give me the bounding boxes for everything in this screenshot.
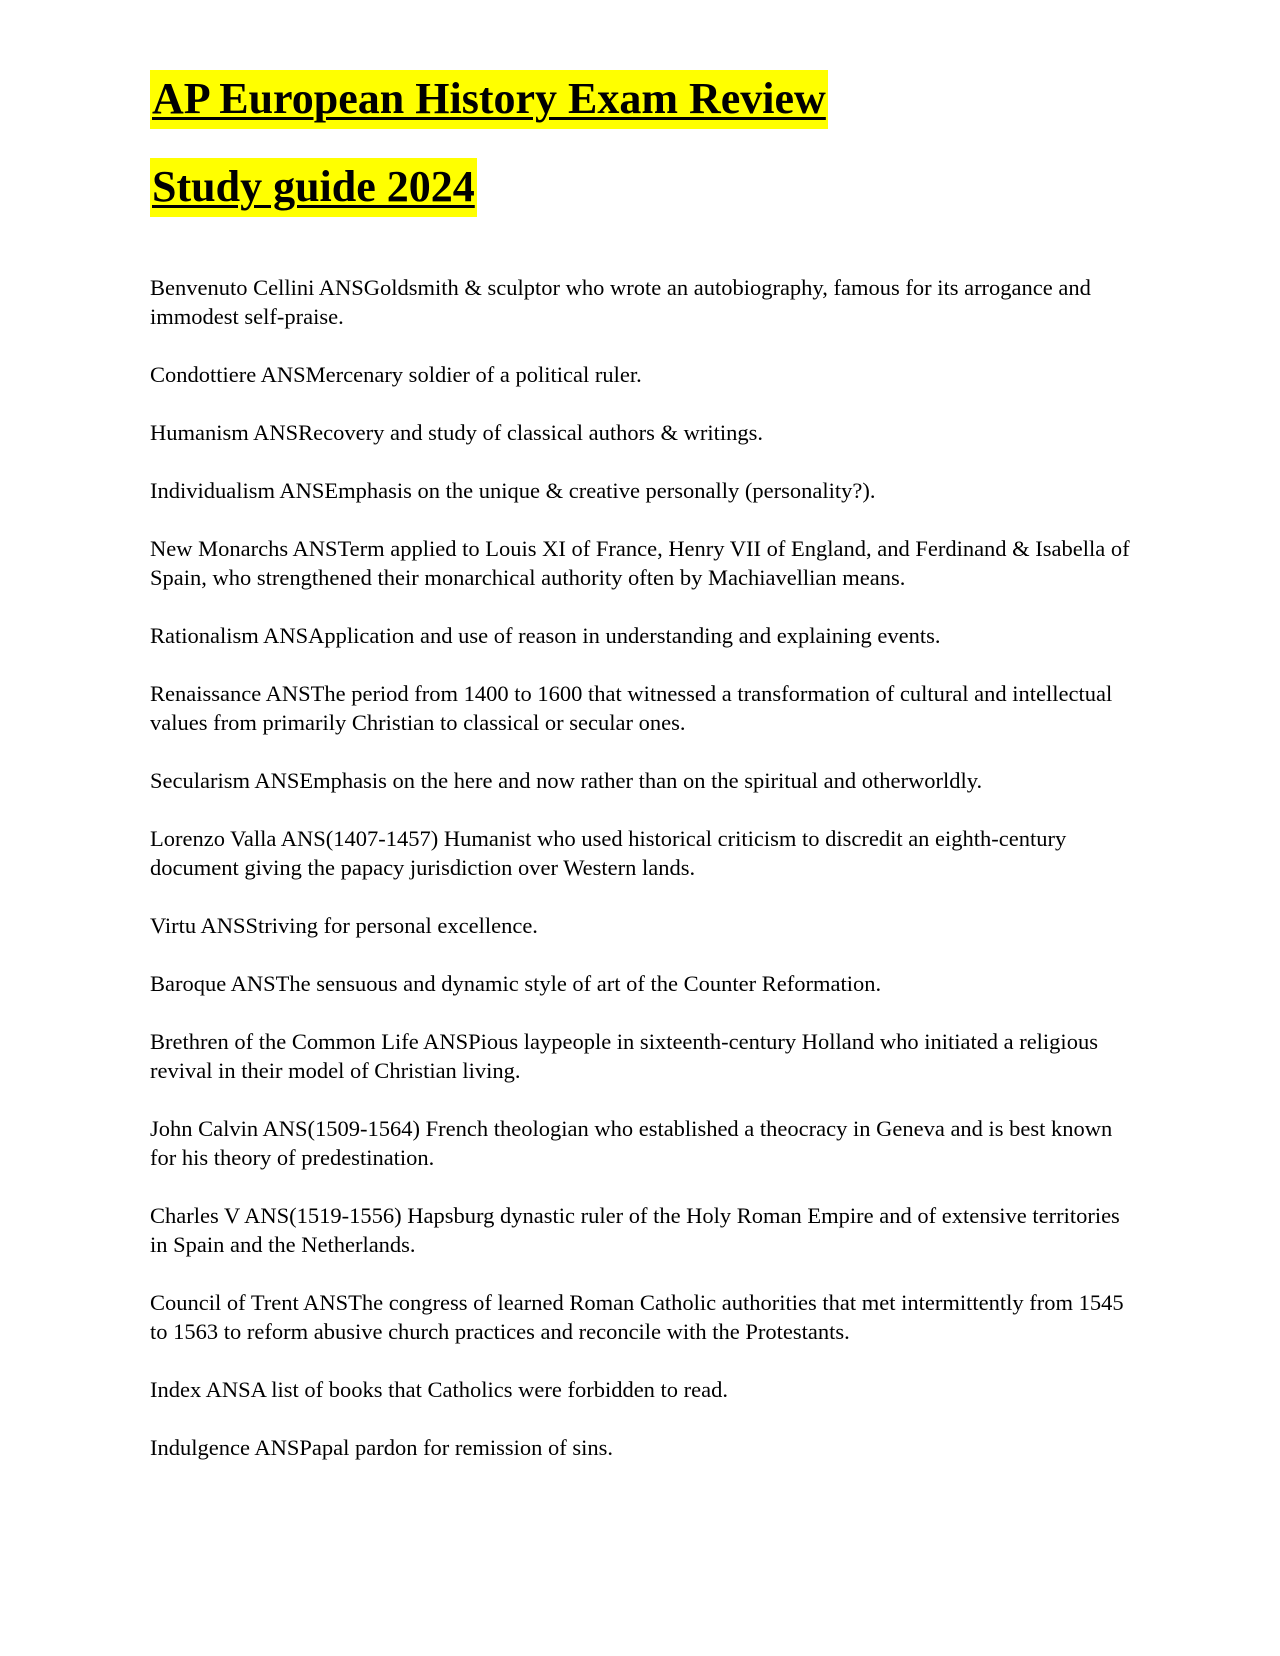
- entry-new-monarchs: New Monarchs ANSTerm applied to Louis XI of France, Henry VII of England, and Ferdinand & Isabella of Spain, who strengthened their monarchical authority often by Machiavellian means.: [150, 536, 1130, 590]
- entry-brethren-common-life: Brethren of the Common Life ANSPious laypeople in sixteenth-century Holland who initiated a religious revival in their model of Christian living.: [150, 1029, 1098, 1083]
- entry-baroque: Baroque ANSThe sensuous and dynamic style of art of the Counter Reformation.: [150, 971, 882, 996]
- entry-john-calvin: John Calvin ANS(1509-1564) French theologian who established a theocracy in Geneva and is best known for his theory of predestination.: [150, 1116, 1113, 1170]
- entry-benvenuto-cellini: Benvenuto Cellini ANSGoldsmith & sculptor who wrote an autobiography, famous for its arrogance and immodest self-praise.: [150, 275, 1091, 329]
- entry-lorenzo-valla: Lorenzo Valla ANS(1407-1457) Humanist who used historical criticism to discredit an eighth-century document giving the papacy jurisdiction over Western lands.: [150, 826, 1067, 880]
- entry-indulgence: Indulgence ANSPapal pardon for remission of sins.: [150, 1435, 614, 1460]
- entry-humanism: Humanism ANSRecovery and study of classical authors & writings.: [150, 420, 764, 445]
- document-title-line-1: [150, 70, 1140, 129]
- entry-council-of-trent: Council of Trent ANSThe congress of learned Roman Catholic authorities that met intermittently from 1545 to 1563 to reform abusive church practices and reconcile with the Protestants.: [150, 1290, 1124, 1344]
- document-page: [150, 70, 1140, 1491]
- title-highlight-1: AP European History Exam Review: [150, 70, 828, 129]
- entry-charles-v: Charles V ANS(1519-1556) Hapsburg dynastic ruler of the Holy Roman Empire and of extensive territories in Spain and the Netherlands.: [150, 1203, 1120, 1257]
- entries-list: [150, 273, 1140, 1462]
- title-highlight-2: Study guide 2024: [150, 158, 477, 217]
- entry-secularism: Secularism ANSEmphasis on the here and now rather than on the spiritual and otherworldly.: [150, 768, 983, 793]
- entry-virtu: Virtu ANSStriving for personal excellence.: [150, 913, 538, 938]
- entry-condottiere: Condottiere ANSMercenary soldier of a political ruler.: [150, 362, 642, 387]
- entry-renaissance: Renaissance ANSThe period from 1400 to 1600 that witnessed a transformation of cultural and intellectual values from primarily Christian to classical or secular ones.: [150, 681, 1113, 735]
- document-title-line-2: [150, 158, 1140, 217]
- entry-index: Index ANSA list of books that Catholics were forbidden to read.: [150, 1377, 729, 1402]
- entry-rationalism: Rationalism ANSApplication and use of reason in understanding and explaining events.: [150, 623, 941, 648]
- entry-individualism: Individualism ANSEmphasis on the unique & creative personally (personality?).: [150, 478, 876, 503]
